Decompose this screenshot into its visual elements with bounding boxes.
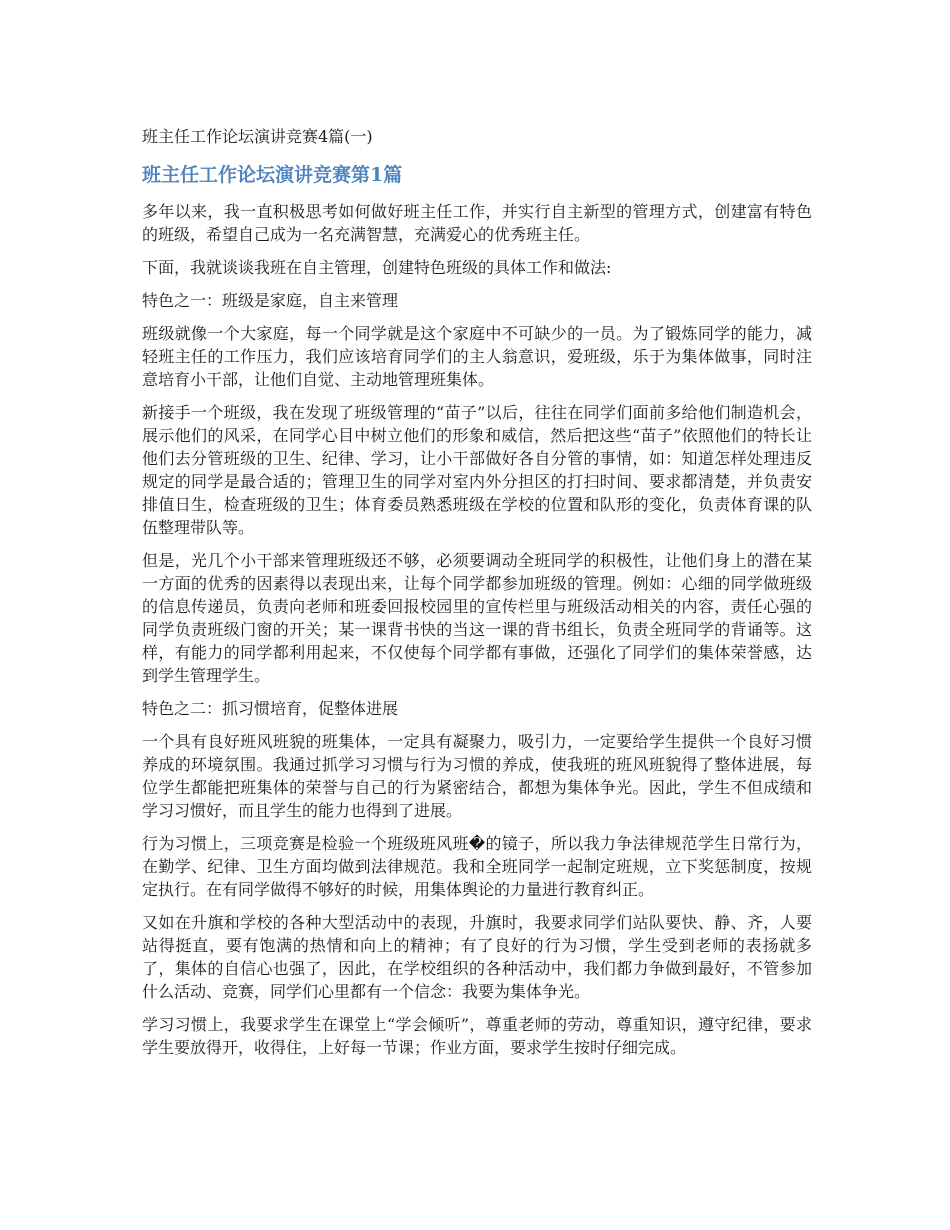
paragraph-1: 多年以来，我一直积极思考如何做好班主任工作，并实行自主新型的管理方式，创建富有特色的班级，希望自己成为一名充满智慧，充满爱心的优秀班主任。 xyxy=(142,202,812,244)
document-page xyxy=(142,124,812,1069)
feature-heading-2: 特色之二：抓习惯培育，促整体进展 xyxy=(142,699,399,718)
paragraph-5: 但是，光几个小干部来管理班级还不够，必须要调动全班同学的积极性，让他们身上的潜在某一方面的优秀的因素得以表现出来，让每个同学都参加班级的管理。例如：心细的同学做班级的信息传递员，负责向老师和班委回报校园里的宣传栏里与班级活动相关的内容，责任心强的同学负责班级门窗的开关；某一课背书快的当这一课的背书组长，负责全班同学的背诵等。这样，有能力的同学都利用起来，不仅使每个同学都有事做，还强化了同学们的集体荣誉感，达到学生管理学生。 xyxy=(142,551,812,685)
paragraph-2: 下面，我就谈谈我班在自主管理，创建特色班级的具体工作和做法: xyxy=(142,258,612,277)
feature-heading-1: 特色之一：班级是家庭，自主来管理 xyxy=(142,291,399,310)
paragraph-6: 一个具有良好班风班貌的班集体，一定具有凝聚力，吸引力，一定要给学生提供一个良好习惯养成的环境氛围。我通过抓学习习惯与行为习惯的养成，使我班的班风班貌得了整体进展，每位学生都能把班集体的荣誉与自己的行为紧密结合，都想为集体争光。因此，学生不但成绩和学习习惯好，而且学生的能力也得到了进展。 xyxy=(142,732,812,820)
document-title: 班主任工作论坛演讲竞赛4篇(一) xyxy=(142,127,373,146)
section-heading: 班主任工作论坛演讲竞赛第1篇 xyxy=(142,164,403,186)
paragraph-9: 学习习惯上，我要求学生在课堂上“学会倾听”，尊重老师的劳动，尊重知识，遵守纪律，要求学生要放得开，收得住，上好每一节课；作业方面，要求学生按时仔细完成。 xyxy=(142,1015,812,1057)
paragraph-8: 又如在升旗和学校的各种大型活动中的表现，升旗时，我要求同学们站队要快、静、齐，人要站得挺直，要有饱满的热情和向上的精神；有了良好的行为习惯，学生受到老师的表扬就多了，集体的自信心也强了，因此，在学校组织的各种活动中，我们都力争做到最好，不管参加什么活动、竞赛，同学们心里都有一个信念：我要为集体争光。 xyxy=(142,913,812,1001)
paragraph-4: 新接手一个班级，我在发现了班级管理的“苗子”以后，往往在同学们面前多给他们制造机会，展示他们的风采，在同学心目中树立他们的形象和威信，然后把这些“苗子”依照他们的特长让他们去分管班级的卫生、纪律、学习，让小干部做好各自分管的事情，如：知道怎样处理违反规定的同学是最合适的；管理卫生的同学对室内外分担区的打扫时间、要求都清楚，并负责安排值日生，检查班级的卫生；体育委员熟悉班级在学校的位置和队形的变化，负责体育课的队伍整理带队等。 xyxy=(142,403,812,537)
paragraph-7: 行为习惯上，三项竞赛是检验一个班级班风班�的镜子，所以我力争法律规范学生日常行为，在勤学、纪律、卫生方面均做到法律规范。我和全班同学一起制定班规，立下奖惩制度，按规定执行。在有同学做得不够好的时候，用集体舆论的力量进行教育纠正。 xyxy=(142,834,812,899)
paragraph-3: 班级就像一个大家庭，每一个同学就是这个家庭中不可缺少的一员。为了锻炼同学的能力，减轻班主任的工作压力，我们应该培育同学们的主人翁意识，爱班级，乐于为集体做事，同时注意培育小干部，让他们自觉、主动地管理班集体。 xyxy=(142,324,812,389)
